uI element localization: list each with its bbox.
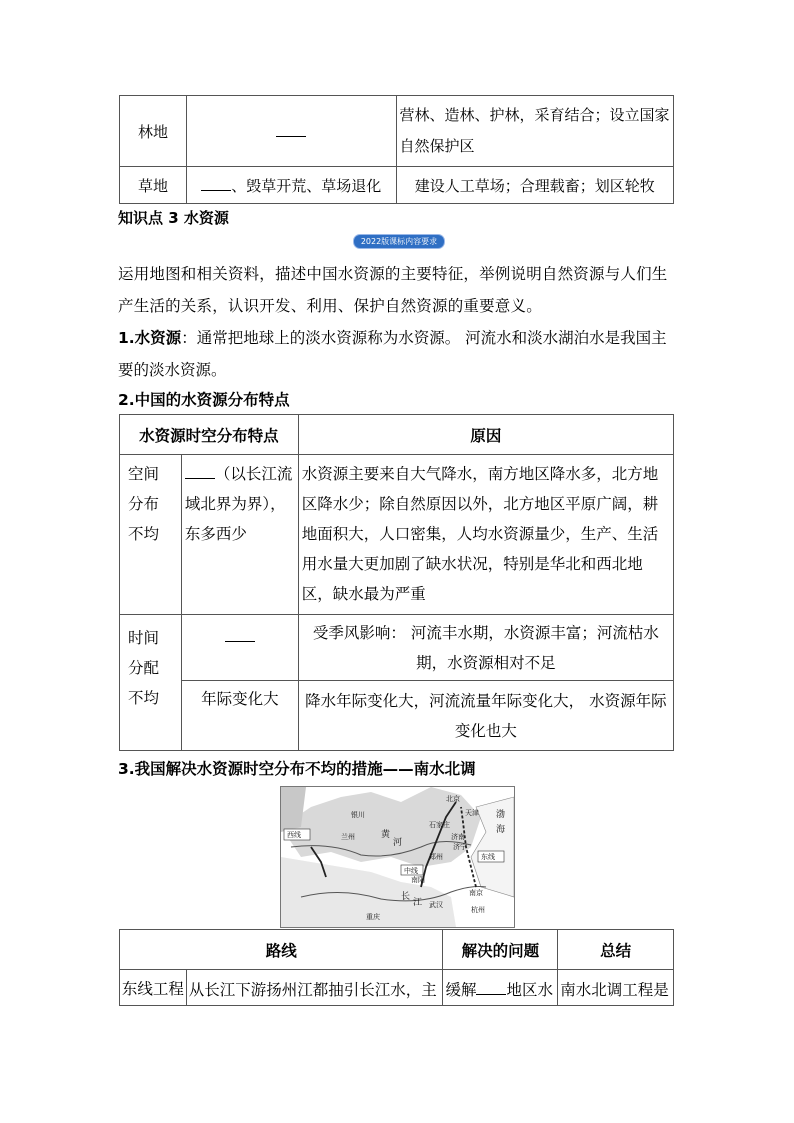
space-feature-cell (181, 455, 298, 615)
table-row (120, 96, 674, 167)
item-1 (118, 322, 674, 386)
east-route-desc: 从长江下游扬州江都抽引长江水，主 (186, 970, 443, 1006)
time-feature-cell (181, 615, 298, 681)
table-row (120, 167, 674, 204)
space-feature-text: （以长江流域北界为界），东多西少 (184, 465, 293, 543)
table-row (120, 681, 674, 751)
grassland-measure: 建设人工草场；合理载畜；划区轮牧 (396, 167, 674, 204)
map-label: 南京 (469, 889, 483, 897)
east-route-name: 东线工程 (120, 970, 187, 1006)
answer-blank (201, 176, 231, 191)
table-row (120, 615, 674, 681)
header-reason: 原因 (298, 415, 673, 455)
problem-prefix: 缓解 (445, 981, 477, 999)
map-label: 海 (496, 825, 506, 835)
answer-blank (476, 980, 506, 995)
row-label-grassland: 草地 (120, 167, 187, 204)
map-label: 西线 (287, 831, 301, 839)
grassland-problem-text: 、毁草开荒、草场退化 (231, 176, 382, 195)
land-resource-table (119, 95, 674, 204)
map-label: 黄 (381, 830, 391, 840)
diversion-route-table (119, 929, 674, 1006)
map-label: 济宁 (453, 843, 467, 851)
item-3-title: 3.我国解决水资源时空分布不均的措施——南水北调 (118, 760, 476, 778)
curriculum-requirement: 运用地图和相关资料，描述中国水资源的主要特征，举例说明自然资源与人们生产生活的关系，认识开发、利用、保护自然资源的重要意义。 (118, 265, 668, 315)
map-label: 武汉 (429, 901, 443, 909)
grassland-problem-cell (186, 167, 396, 204)
item-2-title: 2.中国的水资源分布特点 (118, 391, 290, 409)
space-label: 空间分布不均 (120, 455, 182, 615)
water-distribution-table (119, 414, 674, 751)
problem-suffix: 地区水 (506, 981, 553, 999)
table-header-row (120, 415, 674, 455)
map-label: 天津 (465, 809, 479, 817)
answer-blank (225, 627, 255, 642)
forest-problem-cell (186, 96, 396, 167)
map-label: 石家庄 (429, 821, 450, 829)
badge-label: 2022版课标内容要求 (360, 237, 438, 246)
forest-measure: 营林、造林、护林，采育结合；设立国家自然保护区 (396, 96, 674, 167)
time-label: 时间分配不均 (120, 615, 182, 751)
map-label: 江 (413, 898, 423, 908)
map-label: 河 (393, 838, 403, 848)
map-graphic (281, 787, 514, 927)
map-label: 银川 (351, 811, 365, 819)
time-feature-2: 年际变化大 (181, 681, 298, 751)
table-header-row (120, 930, 674, 970)
table-row (120, 455, 674, 615)
water-diversion-map (280, 786, 515, 928)
item-1-text: ：通常把地球上的淡水资源称为水资源。 河流水和淡水湖泊水是我国主要的淡水资源。 (118, 329, 667, 379)
east-route-problem (443, 970, 558, 1006)
header-feature: 水资源时空分布特点 (120, 415, 299, 455)
section-heading: 知识点 3 水资源 (118, 209, 229, 227)
answer-blank (185, 464, 215, 479)
map-label: 渤 (496, 810, 506, 820)
map-label: 东线 (481, 853, 495, 861)
map-label: 杭州 (471, 906, 485, 914)
map-label: 兰州 (341, 833, 355, 841)
map-label: 南阳 (411, 876, 425, 884)
time-reason-1: 受季风影响： 河流丰水期，水资源丰富；河流枯水期，水资源相对不足 (298, 615, 673, 681)
map-label: 中线 (404, 867, 418, 875)
curriculum-badge (353, 234, 445, 249)
header-problem: 解决的问题 (443, 930, 558, 970)
map-label: 北京 (446, 795, 460, 803)
row-label-forest: 林地 (120, 96, 187, 167)
header-summary: 总结 (558, 930, 674, 970)
map-label: 济南 (451, 833, 465, 841)
header-route: 路线 (120, 930, 443, 970)
time-reason-2: 降水年际变化大，河流流量年际变化大， 水资源年际变化也大 (298, 681, 673, 751)
space-reason: 水资源主要来自大气降水，南方地区降水多，北方地区降水少；除自然原因以外，北方地区平原广阔，耕地面积大，人口密集，人均水资源量少，生产、生活用水量大更加剧了缺水状况，特别是华北和西北地区，缺水最为严重 (298, 455, 673, 615)
map-label: 重庆 (366, 913, 380, 921)
table-row (120, 970, 674, 1006)
east-route-summary: 南水北调工程是 (558, 970, 674, 1006)
map-label: 郑州 (429, 853, 443, 861)
answer-blank (276, 122, 306, 137)
map-label: 长 (401, 892, 411, 902)
item-1-title: 1.水资源 (118, 329, 182, 347)
